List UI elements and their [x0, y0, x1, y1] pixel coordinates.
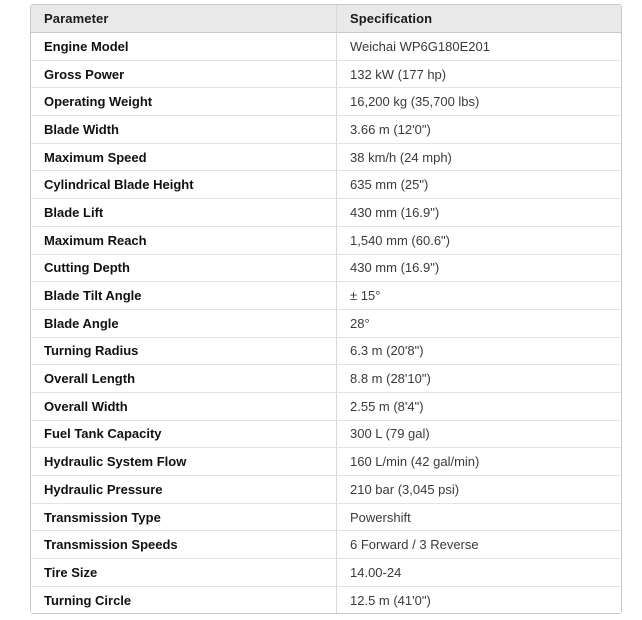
parameter-cell: Transmission Type	[31, 504, 336, 532]
specification-cell: 6 Forward / 3 Reverse	[336, 531, 621, 559]
table-row	[31, 61, 621, 89]
parameter-cell: Transmission Speeds	[31, 531, 336, 559]
parameter-cell: Maximum Reach	[31, 227, 336, 255]
table-row	[31, 199, 621, 227]
spec-table-head	[31, 5, 621, 33]
specification-column-header: Specification	[336, 5, 621, 33]
table-row	[31, 559, 621, 587]
table-row	[31, 227, 621, 255]
table-row	[31, 587, 621, 614]
table-row	[31, 531, 621, 559]
table-row	[31, 88, 621, 116]
parameter-cell: Cylindrical Blade Height	[31, 171, 336, 199]
parameter-cell: Tire Size	[31, 559, 336, 587]
table-row	[31, 476, 621, 504]
specification-cell: 1,540 mm (60.6")	[336, 227, 621, 255]
table-row	[31, 448, 621, 476]
specification-cell: 635 mm (25")	[336, 171, 621, 199]
spec-table-body	[31, 33, 621, 613]
table-row	[31, 421, 621, 449]
table-row	[31, 33, 621, 61]
parameter-cell: Blade Tilt Angle	[31, 282, 336, 310]
specification-cell: 3.66 m (12'0")	[336, 116, 621, 144]
specification-cell: 300 L (79 gal)	[336, 421, 621, 449]
table-row	[31, 282, 621, 310]
table-row	[31, 310, 621, 338]
header-row	[31, 5, 621, 33]
specification-cell: 6.3 m (20'8")	[336, 338, 621, 366]
specification-cell: Powershift	[336, 504, 621, 532]
specification-cell: 430 mm (16.9")	[336, 199, 621, 227]
parameter-cell: Fuel Tank Capacity	[31, 421, 336, 449]
specification-cell: 16,200 kg (35,700 lbs)	[336, 88, 621, 116]
specification-cell: 160 L/min (42 gal/min)	[336, 448, 621, 476]
parameter-cell: Cutting Depth	[31, 255, 336, 283]
table-row	[31, 504, 621, 532]
parameter-cell: Blade Angle	[31, 310, 336, 338]
parameter-cell: Hydraulic System Flow	[31, 448, 336, 476]
specification-cell: 38 km/h (24 mph)	[336, 144, 621, 172]
specification-cell: ± 15°	[336, 282, 621, 310]
parameter-cell: Blade Lift	[31, 199, 336, 227]
parameter-cell: Operating Weight	[31, 88, 336, 116]
table-row	[31, 171, 621, 199]
table-row	[31, 338, 621, 366]
parameter-cell: Overall Length	[31, 365, 336, 393]
table-row	[31, 116, 621, 144]
specification-cell: 14.00-24	[336, 559, 621, 587]
specification-cell: 8.8 m (28'10")	[336, 365, 621, 393]
parameter-cell: Gross Power	[31, 61, 336, 89]
specification-cell: 28°	[336, 310, 621, 338]
table-row	[31, 393, 621, 421]
parameter-cell: Blade Width	[31, 116, 336, 144]
specification-cell: Weichai WP6G180E201	[336, 33, 621, 61]
specification-cell: 210 bar (3,045 psi)	[336, 476, 621, 504]
parameter-cell: Turning Radius	[31, 338, 336, 366]
specification-cell: 132 kW (177 hp)	[336, 61, 621, 89]
parameter-cell: Maximum Speed	[31, 144, 336, 172]
parameter-column-header: Parameter	[31, 5, 336, 33]
specification-cell: 2.55 m (8'4")	[336, 393, 621, 421]
parameter-cell: Hydraulic Pressure	[31, 476, 336, 504]
table-row	[31, 255, 621, 283]
specification-cell: 12.5 m (41'0")	[336, 587, 621, 614]
table-row	[31, 144, 621, 172]
specification-table	[30, 4, 622, 614]
parameter-cell: Engine Model	[31, 33, 336, 61]
parameter-cell: Turning Circle	[31, 587, 336, 614]
parameter-cell: Overall Width	[31, 393, 336, 421]
table-row	[31, 365, 621, 393]
specification-cell: 430 mm (16.9")	[336, 255, 621, 283]
